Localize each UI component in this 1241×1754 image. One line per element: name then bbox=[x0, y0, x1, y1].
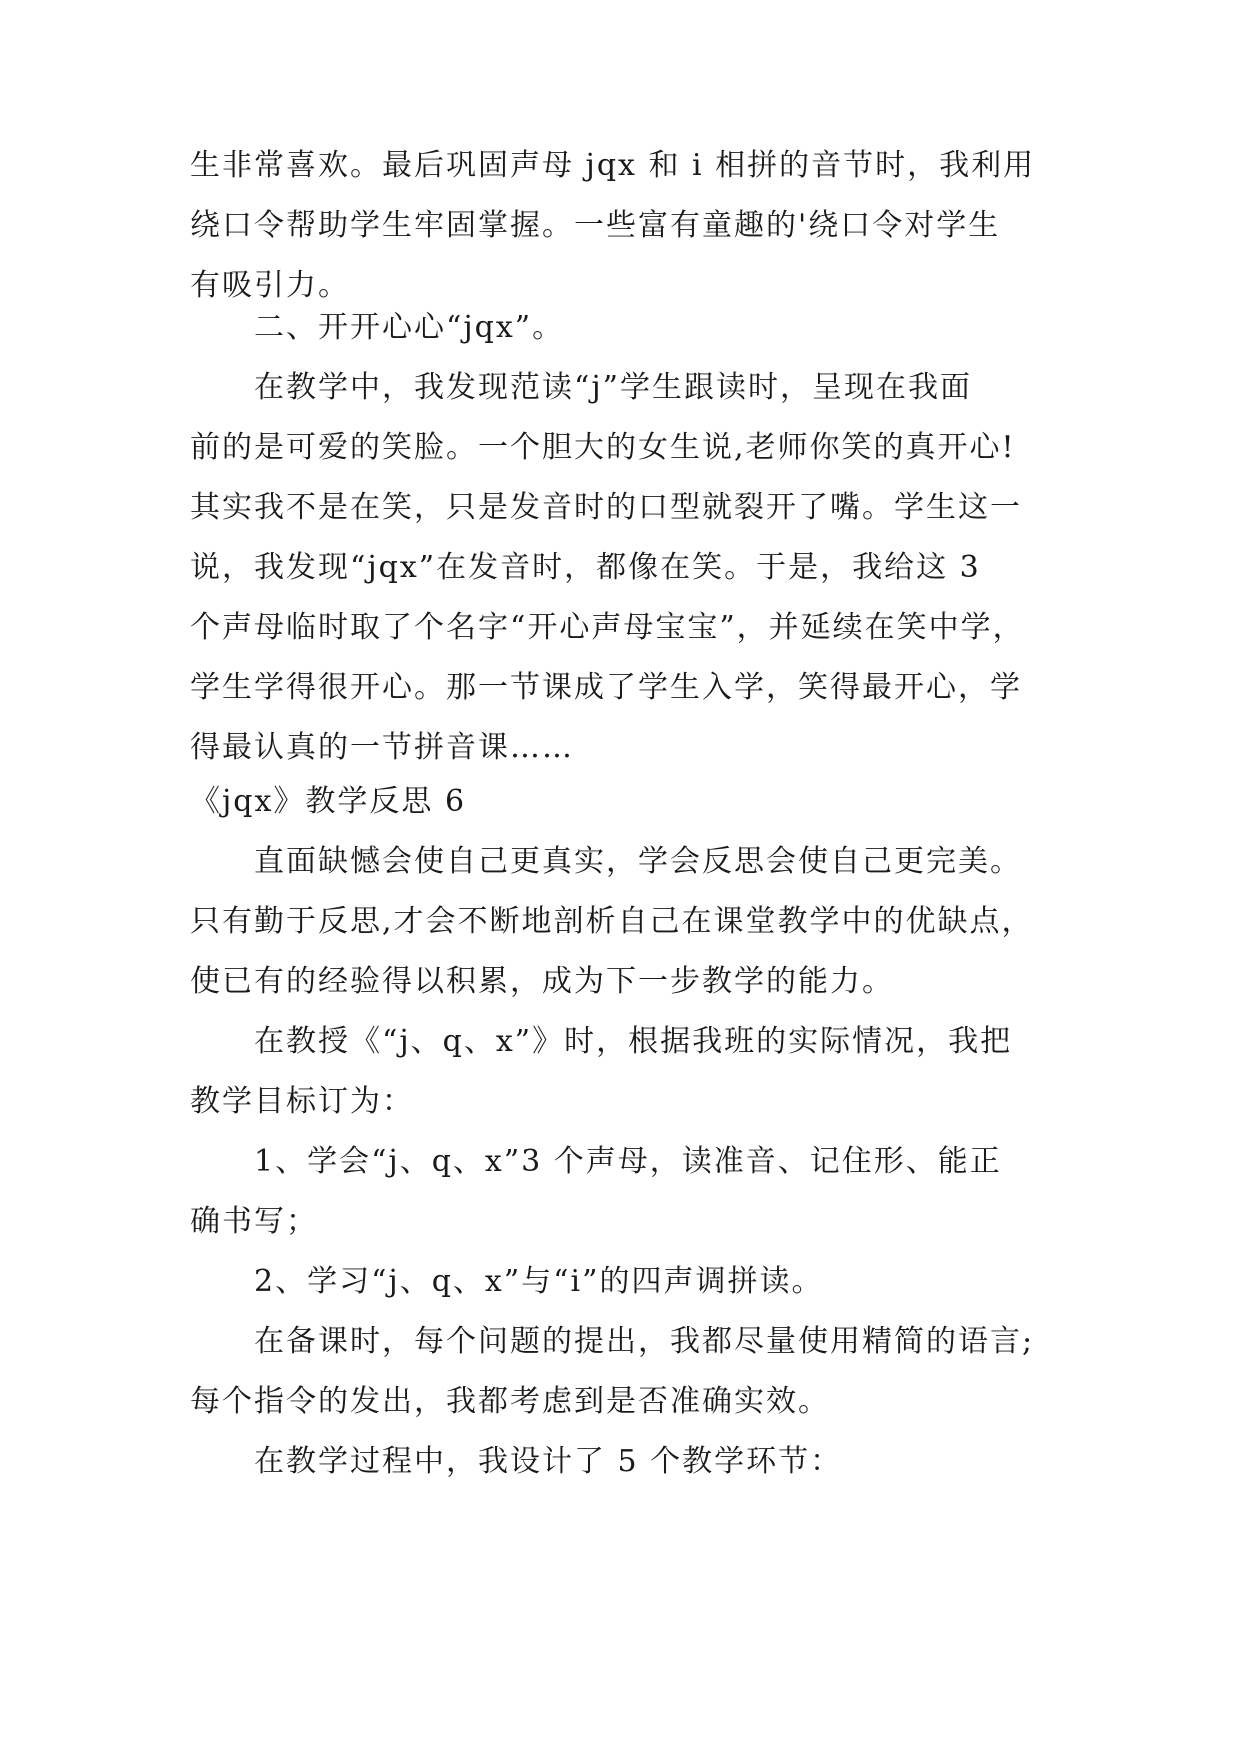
paragraph-last bbox=[254, 1432, 1060, 1492]
text-line: 每个指令的发出，我都考虑到是否准确实效。 bbox=[190, 1384, 830, 1419]
text-line: 使已有的经验得以积累，成为下一步教学的能力。 bbox=[190, 964, 894, 999]
paragraph-first-line bbox=[254, 832, 1060, 892]
list-item-1 bbox=[254, 1132, 1060, 1192]
text-line: 得最认真的一节拼音课…… bbox=[190, 730, 574, 765]
paragraph-continuation bbox=[190, 136, 1060, 316]
paragraph-body bbox=[190, 1072, 1060, 1132]
text-line: 有吸引力。 bbox=[190, 268, 350, 303]
text-line: 只有勤于反思,才会不断地剖析自己在课堂教学中的优缺点， bbox=[190, 904, 1034, 939]
text-line: 说，我发现“jqx”在发音时，都像在笑。于是，我给这 3 bbox=[190, 550, 981, 585]
paragraph-first-line bbox=[254, 1012, 1060, 1072]
text-line: 生非常喜欢。最后巩固声母 jqx 和 i 相拼的音节时，我利用 bbox=[190, 148, 1036, 183]
text-line: 绕口令帮助学生牢固掌握。一些富有童趣的'绕口令对学生 bbox=[190, 208, 1001, 243]
list-item-2 bbox=[254, 1252, 1060, 1312]
paragraph-first-line bbox=[254, 1312, 1060, 1372]
paragraph-first-line bbox=[254, 358, 1060, 418]
paragraph-body bbox=[190, 1372, 1060, 1432]
text-line: 在教学中，我发现范读“j”学生跟读时，呈现在我面 bbox=[254, 370, 972, 405]
section-title: 《jqx》教学反思 6 bbox=[190, 784, 467, 819]
text-line: 确书写； bbox=[190, 1204, 318, 1239]
text-line: 前的是可爱的笑脸。一个胆大的女生说,老师你笑的真开心! bbox=[190, 430, 1016, 465]
paragraph-subheading bbox=[254, 298, 1060, 358]
text-line: 1、学会“j、q、x”3 个声母，读准音、记住形、能正 bbox=[254, 1144, 1002, 1179]
text-line: 在教授《“j、q、x”》时，根据我班的实际情况，我把 bbox=[254, 1024, 1013, 1059]
text-line: 学生学得很开心。那一节课成了学生入学，笑得最开心，学 bbox=[190, 670, 1022, 705]
text-line: 个声母临时取了个名字“开心声母宝宝”，并延续在笑中学， bbox=[190, 610, 1025, 645]
paragraph-body bbox=[190, 892, 1060, 1012]
text-line: 二、开开心心“jqx”。 bbox=[254, 310, 565, 345]
text-line: 在备课时，每个问题的提出，我都尽量使用精简的语言; bbox=[254, 1324, 1035, 1359]
text-line: 在教学过程中，我设计了 5 个教学环节： bbox=[254, 1444, 843, 1479]
text-line: 教学目标订为： bbox=[190, 1084, 414, 1119]
text-line: 直面缺憾会使自己更真实，学会反思会使自己更完美。 bbox=[254, 844, 1022, 879]
text-line: 其实我不是在笑，只是发音时的口型就裂开了嘴。学生这一 bbox=[190, 490, 1022, 525]
list-item-1-continued bbox=[190, 1192, 1060, 1252]
paragraph-body bbox=[190, 418, 1060, 778]
text-line: 2、学习“j、q、x”与“i”的四声调拼读。 bbox=[254, 1264, 824, 1299]
